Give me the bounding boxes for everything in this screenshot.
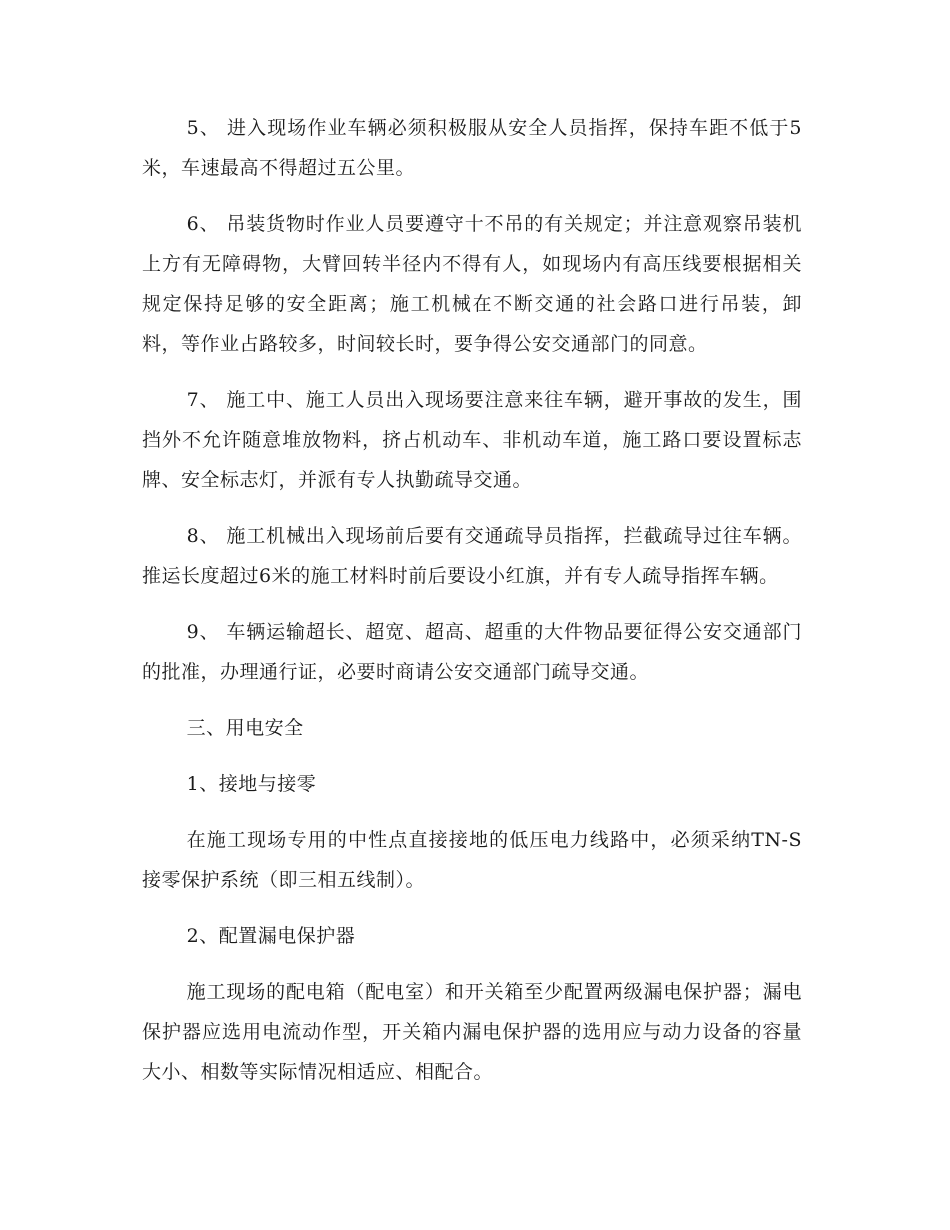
subheading-leakage-protector: 2、配置漏电保护器 — [186, 925, 356, 947]
paragraph-grounding: 在施工现场专用的中性点直接接地的低压电力线路中，必须采纳TN-S接零保护系统（即三相五线制）。 — [142, 829, 802, 891]
document-body — [142, 108, 802, 1108]
paragraph-item-9: 9、 车辆运输超长、超宽、超高、超重的大件物品要征得公安交通部门的批准，办理通行证，必要时商请公安交通部门疏导交通。 — [142, 621, 802, 683]
paragraph-item-7: 7、 施工中、施工人员出入现场要注意来往车辆，避开事故的发生，围挡外不允许随意堆放物料，挤占机动车、非机动车道，施工路口要设置标志牌、安全标志灯，并派有专人执勤疏导交通。 — [142, 389, 802, 491]
paragraph-leakage-protector: 施工现场的配电箱（配电室）和开关箱至少配置两级漏电保护器；漏电保护器应选用电流动作型，开关箱内漏电保护器的选用应与动力设备的容量大小、相数等实际情况相适应、相配合。 — [142, 981, 802, 1083]
paragraph-item-5: 5、 进入现场作业车辆必须积极服从安全人员指挥，保持车距不低于5米，车速最高不得超过五公里。 — [142, 117, 802, 179]
section-heading-electrical-safety: 三、用电安全 — [186, 717, 304, 739]
subheading-grounding: 1、接地与接零 — [186, 773, 317, 795]
paragraph-item-8: 8、 施工机械出入现场前后要有交通疏导员指挥，拦截疏导过往车辆。推运长度超过6米的施工材料时前后要设小红旗，并有专人疏导指挥车辆。 — [142, 525, 802, 587]
paragraph-item-6: 6、 吊装货物时作业人员要遵守十不吊的有关规定；并注意观察吊装机上方有无障碍物，大臂回转半径内不得有人，如现场内有高压线要根据相关规定保持足够的安全距离；施工机械在不断交通的社会路口进行吊装，卸料，等作业占路较多，时间较长时，要争得公安交通部门的同意。 — [142, 213, 802, 355]
